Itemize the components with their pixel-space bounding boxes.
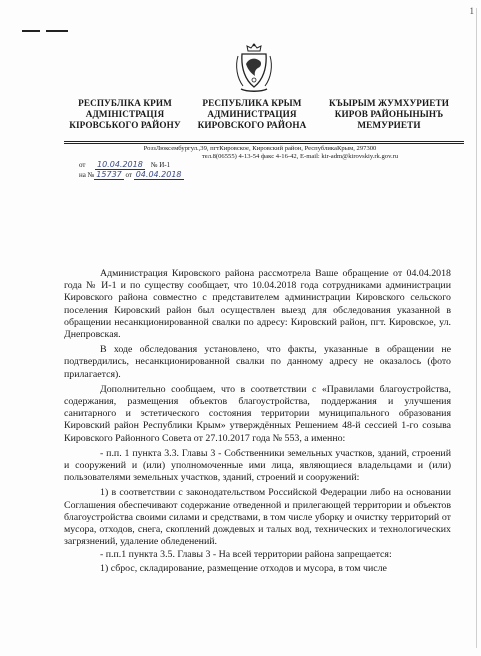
letter-body bbox=[64, 268, 451, 576]
header-line: КИРОВ РАЙОНЫНЫНЪ bbox=[334, 109, 444, 119]
coat-of-arms-icon bbox=[233, 42, 275, 94]
header-russian bbox=[190, 98, 314, 131]
paragraph: 1) сброс, складирование, размещение отходов и мусора, в том числе bbox=[100, 562, 387, 574]
to-label: на № bbox=[79, 171, 95, 179]
page-edge bbox=[476, 8, 477, 648]
postal-address: РоззЛюксембургул.,39, пгтКировское, Кировский район, РеспубликаКрым, 297300 bbox=[143, 145, 377, 152]
header-line: РЕСПУБЛІКА КРИМ bbox=[78, 98, 172, 108]
paragraph: - п.п. 1 пункта 3.3. Главы 3 - Собственники земельных участков, зданий, строений и сооружений и (или) уполномоченные ими лица, являющиеся владельцами и (или) пользователями земельных участков, зданий, строений и сооружений: bbox=[64, 447, 451, 484]
header-line: КЪЫРЫМ ЖУМХУРИЕТИ bbox=[329, 98, 449, 108]
header-line: АДМИНИСТРАЦИЯ bbox=[207, 109, 297, 119]
header-divider bbox=[64, 143, 464, 144]
header-line: КІРОВСЬКОГО РАЙОНУ bbox=[69, 120, 181, 130]
page-number: 1 bbox=[469, 6, 474, 16]
paragraph: 1) в соответствии с законодательством Российской Федерации либо на основании Соглашения обеспечивают содержание отведенной и прилегающей территории и объектов благоустройства своими силами и средствами, в том числе уборку и очистку территорий от мусора, отходов, снега, скоплений дождевых и талых вод, технических и технологических загрязнений, удаление обледенений. bbox=[64, 487, 451, 548]
header-line: КИРОВСКОГО РАЙОНА bbox=[197, 120, 307, 130]
header-line: МЕМУРИЕТИ bbox=[357, 120, 421, 130]
header-line: АДМІНІСТРАЦІЯ bbox=[85, 109, 165, 119]
from-number: № И-1 bbox=[150, 161, 171, 169]
incoming-reference bbox=[79, 170, 184, 180]
paragraph: В ходе обследования установлено, что факты, указанные в обращении не подтвердились, несанкционированной свалки по данному адресу не оказалось (фото прилагается). bbox=[64, 344, 451, 380]
from-label: от bbox=[79, 161, 86, 169]
outgoing-registration bbox=[79, 160, 170, 170]
header-crimean-tatar bbox=[314, 98, 464, 131]
to-separator: от bbox=[125, 171, 132, 179]
to-date: 04.04.2018 bbox=[135, 170, 182, 179]
paragraph: Администрация Кировского района рассмотрела Ваше обращение от 04.04.2018 года № И-1 и по существу сообщает, что 10.04.2018 года сотрудниками администрации Кировского района совместно с представителем администрации Кировского сельского поселения Кировский район был осуществлен выезд для обследования указанной в обращении несанкционированной свалки по адресу: Кировский район, пгт. Кировское, ул. Днепровская. bbox=[64, 268, 451, 341]
scan-mark bbox=[46, 30, 68, 32]
from-date: 10.04.2018 bbox=[97, 160, 143, 169]
to-number: 15737 bbox=[96, 170, 122, 179]
header-ukrainian bbox=[60, 98, 190, 131]
contact-details: тел.8(06555) 4-13-54 факс 4-16-42, E-mail: kir-adm@kirovskiy.rk.gov.ru bbox=[201, 153, 399, 160]
header-line: РЕСПУБЛИКА КРЫМ bbox=[202, 98, 302, 108]
scan-mark bbox=[22, 30, 40, 32]
paragraph: - п.п.1 пункта 3.5. Главы 3 - На всей территории района запрещается: bbox=[100, 549, 392, 561]
paragraph: Дополнительно сообщаем, что в соответствии с «Правилами благоустройства, содержания, размещения объектов благоустройства, поддержания и улучшения санитарного и эстетического состояния территории муниципального образования Кировский район Республики Крым» утверждённых Решением 48-й сессией 1-го созыва Кировского Районного Совета от 27.10.2017 года № 553, а именно: bbox=[64, 383, 451, 444]
